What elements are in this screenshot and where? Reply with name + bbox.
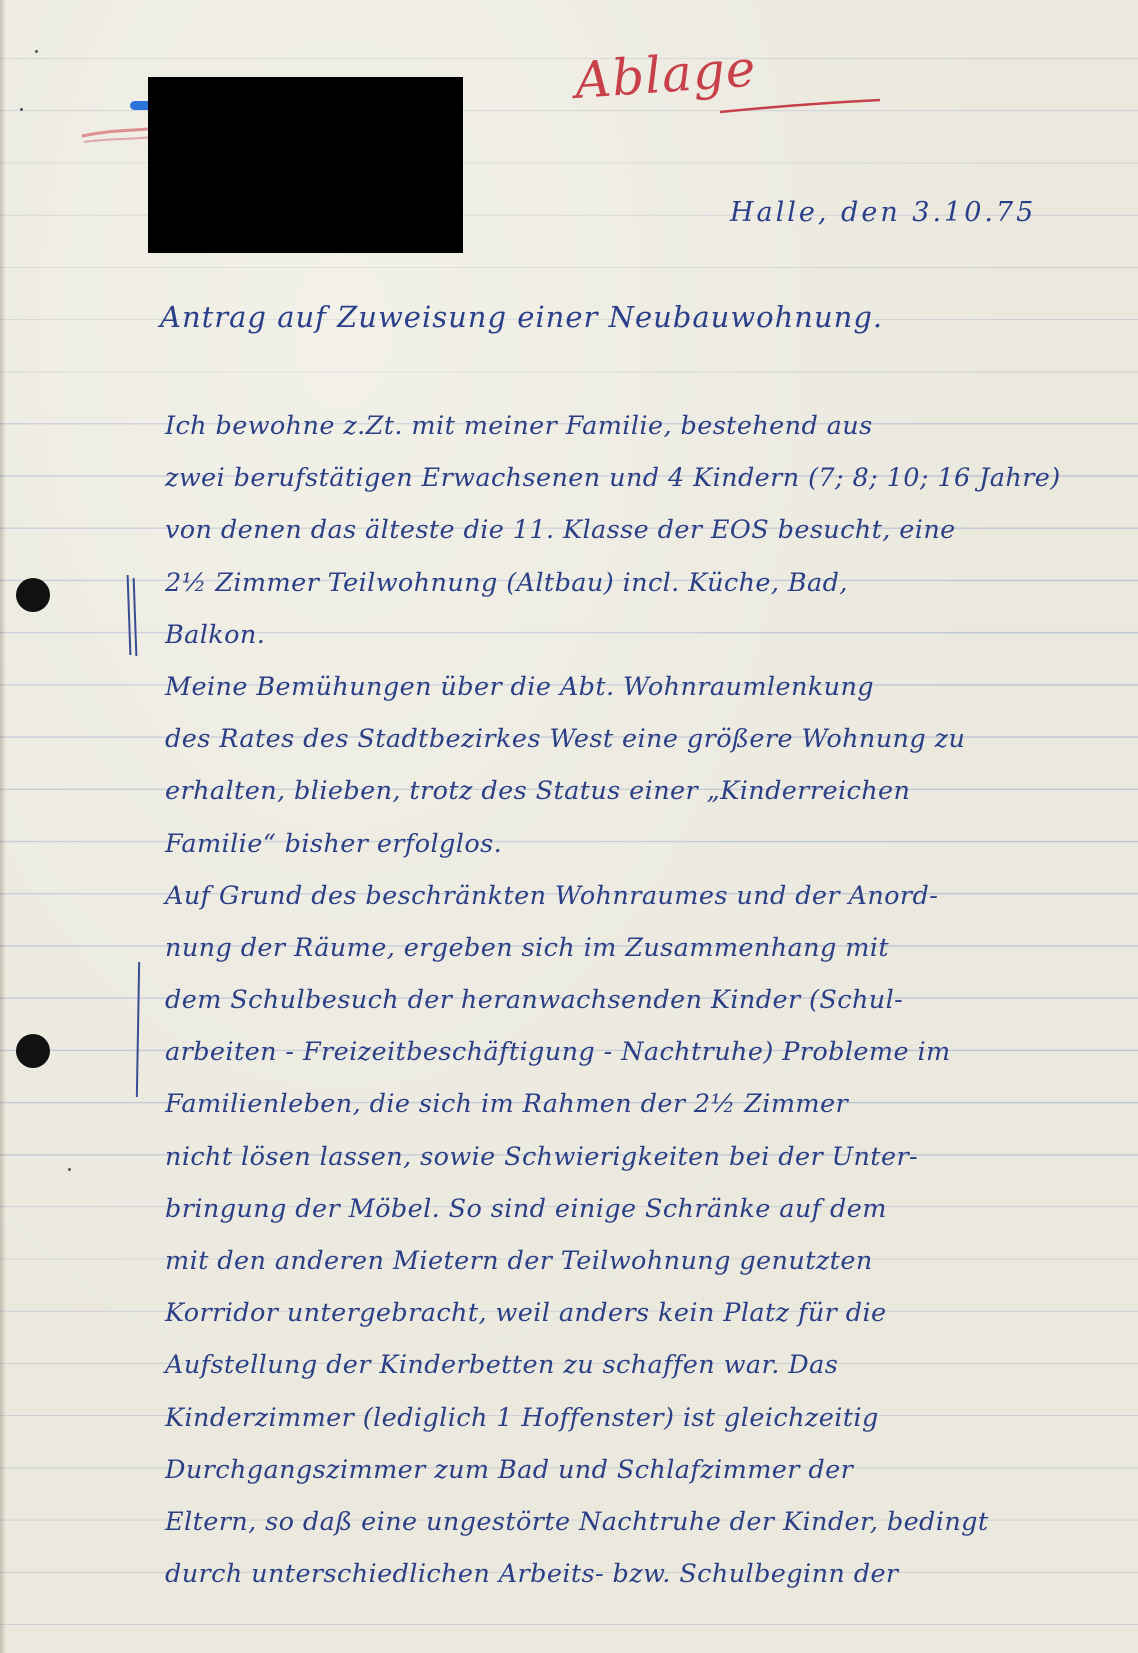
body-line: des Rates des Stadtbezirkes West eine größere Wohnung zu — [165, 724, 966, 755]
body-line: Meine Bemühungen über die Abt. Wohnraumlenkung — [165, 671, 874, 702]
body-line: durch unterschiedlichen Arbeits- bzw. Schulbeginn der — [165, 1559, 899, 1590]
body-line: nung der Räume, ergeben sich im Zusammenhang mit — [165, 932, 889, 963]
body-line: erhalten, blieben, trotz des Status einer „Kinderreichen — [165, 776, 911, 807]
punch-hole-lower — [16, 1034, 50, 1068]
page-edge-shadow — [0, 0, 6, 1653]
body-line: Korridor untergebracht, weil anders kein Platz für die — [165, 1298, 887, 1329]
body-line: dem Schulbesuch der heranwachsenden Kinder (Schul- — [165, 985, 904, 1016]
body-line: Aufstellung der Kinderbetten zu schaffen war. Das — [165, 1350, 839, 1381]
letter-subject: Antrag auf Zuweisung einer Neubauwohnung. — [160, 300, 884, 334]
body-line: 2½ Zimmer Teilwohnung (Altbau) incl. Küche, Bad, — [165, 567, 848, 598]
body-line: Familienleben, die sich im Rahmen der 2½ Zimmer — [165, 1089, 849, 1120]
body-line: Durchgangszimmer zum Bad und Schlafzimmer der — [165, 1454, 854, 1485]
paper-speck — [35, 50, 38, 53]
body-line: Ich bewohne z.Zt. mit meiner Familie, bestehend aus — [165, 411, 873, 441]
margin-mark-lower — [136, 962, 140, 1097]
body-line: nicht lösen lassen, sowie Schwierigkeiten bei der Unter- — [165, 1141, 919, 1172]
body-line: Auf Grund des beschränkten Wohnraumes und der Anord- — [165, 880, 939, 911]
body-line: mit den anderen Mietern der Teilwohnung genutzten — [165, 1246, 873, 1276]
paper-speck — [20, 108, 23, 111]
margin-mark-upper-a — [127, 575, 132, 655]
body-line: arbeiten - Freizeitbeschäftigung - Nachtruhe) Probleme im — [165, 1037, 951, 1068]
body-line: Kinderzimmer (lediglich 1 Hoffenster) ist gleichzeitig — [165, 1402, 879, 1433]
punch-hole-upper — [16, 578, 50, 612]
redacted-sender-block — [148, 77, 463, 253]
letter-body — [165, 400, 1065, 1600]
body-line: Balkon. — [165, 619, 266, 650]
margin-mark-upper-b — [133, 578, 138, 656]
body-line: Eltern, so daß eine ungestörte Nachtruhe der Kinder, bedingt — [165, 1506, 989, 1537]
ablage-annotation: Ablage — [572, 39, 759, 110]
body-line: Familie“ bisher erfolglos. — [165, 828, 503, 859]
body-line: zwei berufstätigen Erwachsenen und 4 Kindern (7; 8; 10; 16 Jahre) — [165, 463, 1061, 494]
body-line: bringung der Möbel. So sind einige Schränke auf dem — [165, 1193, 887, 1224]
letter-date: Halle, den 3.10.75 — [730, 197, 1037, 228]
body-line: von denen das älteste die 11. Klasse der EOS besucht, eine — [165, 515, 956, 546]
paper-speck — [68, 1168, 71, 1171]
